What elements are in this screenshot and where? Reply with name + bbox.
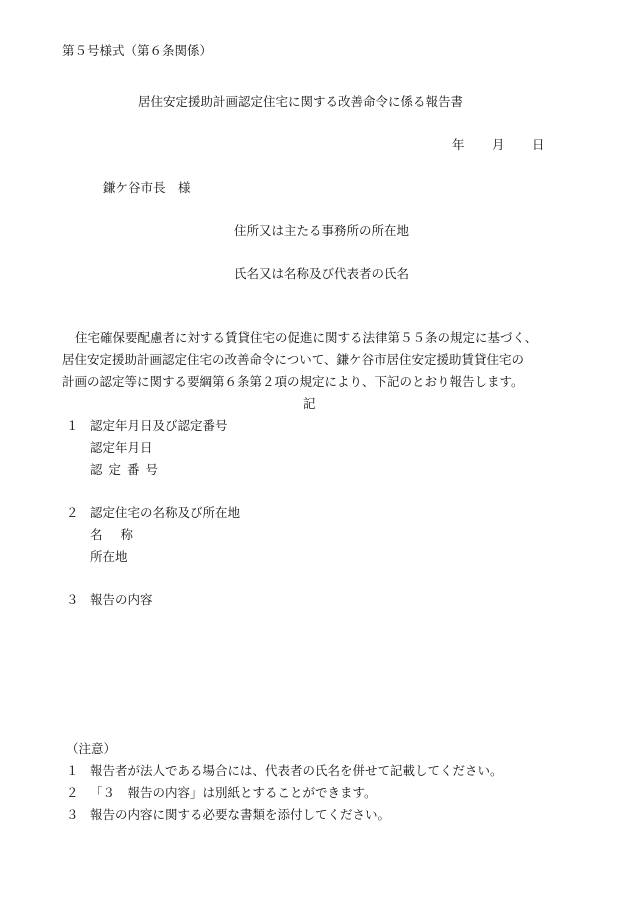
form-number: 第５号様式（第６条関係） bbox=[62, 43, 213, 58]
field-label: 認定番号 bbox=[90, 462, 165, 477]
body-line: 居住安定援助計画認定住宅の改善命令について、鎌ケ谷市居住安定援助賃貸住宅の bbox=[62, 352, 525, 367]
item-title: 報告の内容 bbox=[90, 592, 153, 607]
item-title: 認定住宅の名称及び所在地 bbox=[90, 505, 241, 520]
date-month-label: 月 bbox=[492, 137, 505, 152]
note-number: １ bbox=[66, 763, 79, 778]
body-line: 住宅確保要配慮者に対する賃貸住宅の促進に関する法律第５５条の規定に基づく、 bbox=[75, 330, 538, 345]
date-day-label: 日 bbox=[532, 137, 545, 152]
item-number: ２ bbox=[66, 505, 79, 520]
note-number: ２ bbox=[66, 785, 79, 800]
field-label: 所在地 bbox=[90, 549, 128, 564]
field-label: 名称 bbox=[90, 527, 152, 542]
item-number: ３ bbox=[66, 592, 79, 607]
note-number: ３ bbox=[66, 807, 79, 822]
item-title: 認定年月日及び認定番号 bbox=[90, 418, 228, 433]
item-number: １ bbox=[66, 418, 79, 433]
addressee: 鎌ケ谷市長 様 bbox=[103, 180, 191, 195]
note-text: 報告の内容に関する必要な書類を添付してください。 bbox=[90, 807, 391, 822]
body-line: 計画の認定等に関する要綱第６条第２項の規定により、下記のとおり報告します。 bbox=[62, 374, 524, 389]
applicant-address-label: 住所又は主たる事務所の所在地 bbox=[234, 223, 410, 238]
ki-heading: 記 bbox=[303, 396, 316, 411]
note-text: 「３ 報告の内容」は別紙とすることができます。 bbox=[90, 785, 377, 800]
notes-heading: （注意） bbox=[66, 741, 117, 756]
note-text: 報告者が法人である場合には、代表者の氏名を併せて記載してください。 bbox=[90, 763, 503, 778]
field-label: 認定年月日 bbox=[90, 440, 153, 455]
date-year-label: 年 bbox=[452, 137, 465, 152]
document-title: 居住安定援助計画認定住宅に関する改善命令に係る報告書 bbox=[138, 94, 464, 109]
applicant-name-label: 氏名又は名称及び代表者の氏名 bbox=[234, 266, 410, 281]
